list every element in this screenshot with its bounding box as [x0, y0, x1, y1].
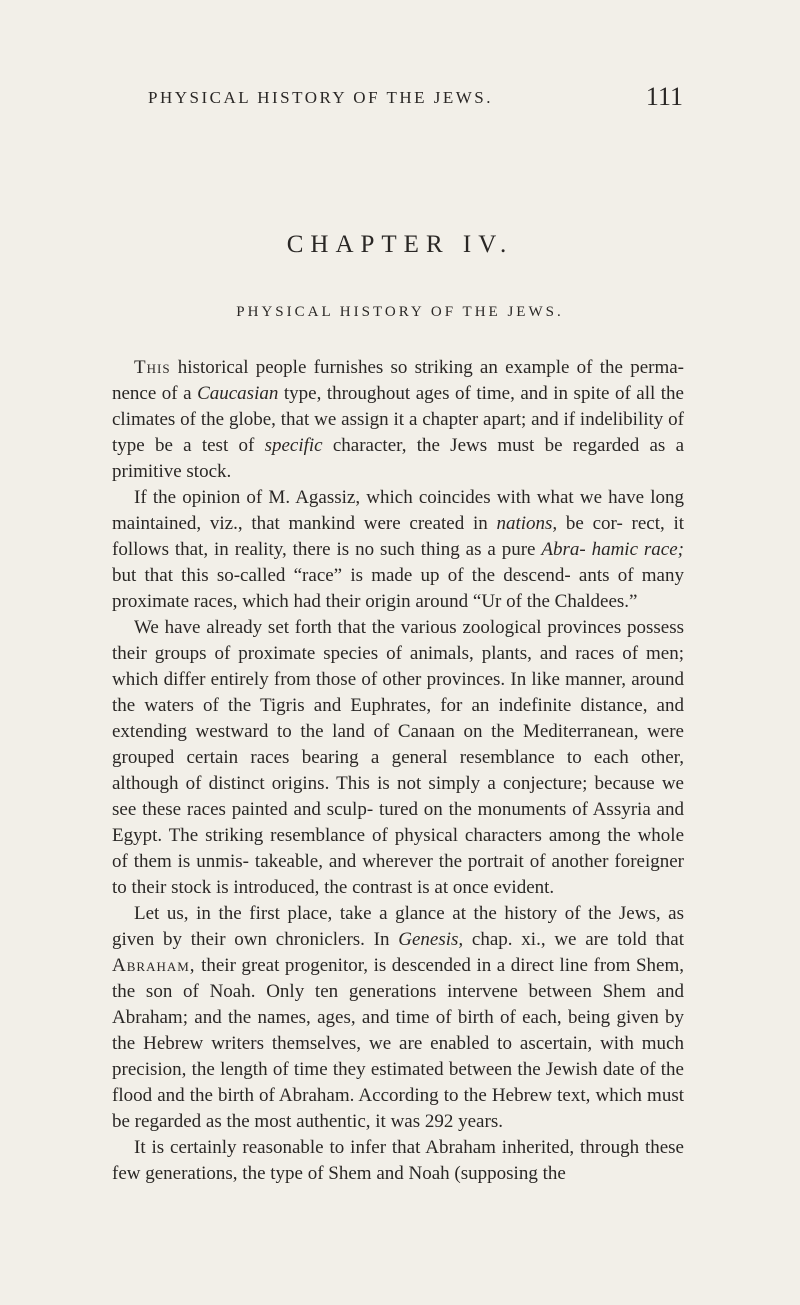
paragraph: [112, 901, 684, 1135]
body-text: [112, 355, 684, 1187]
text-run: nations,: [496, 513, 558, 534]
text-run: chap. xi., we are told that: [463, 929, 684, 950]
chapter-title: PHYSICAL HISTORY OF THE JEWS.: [236, 304, 564, 320]
paragraph: [112, 355, 684, 485]
text-run: character, the Jews must be regarded as a primitive stock.: [112, 435, 684, 482]
text-run: Abraham,: [112, 955, 196, 976]
text-run: Caucasian: [197, 383, 279, 404]
chapter-heading: CHAPTER IV.: [286, 231, 514, 258]
text-run: Let us, in the first place, take a glance at the history of the Jews, as given by their own chroniclers. In: [112, 903, 684, 950]
text-run: It is certainly reasonable to infer that Abraham inherited, through these few generations, the type of Shem and Noah (supposing the: [112, 1137, 684, 1184]
page-number: 111: [645, 82, 683, 111]
text-run: their great progenitor, is descended in a direct line from Shem, the son of Noah. Only ten generations intervene between Shem and Abraham; and the names, ages, and time of birth of each, being given by the Hebrew writers themselves, we are enabled to ascertain, with much precision, the length of time they estimated between the Jewish date of the flood and the birth of Abraham. According to the Hebrew text, which must be regarded as the most authentic, it was 292 years.: [112, 955, 684, 1132]
text-run: type, throughout ages of time, and in spite of all the climates of the globe, that we assign it a chapter apart; and if indelibility of type be a test of: [112, 383, 684, 456]
text-run: but that this so-called “race” is made up of the descend- ants of many proximate races, which had their origin around “Ur of the Chaldees.”: [112, 565, 684, 612]
text-run: specific: [264, 435, 323, 456]
text-run: Abra- hamic race;: [541, 539, 684, 560]
text-run: If the opinion of M. Agassiz, which coincides with what we have long maintained, viz., that mankind were created in: [112, 487, 684, 534]
paragraph: [112, 615, 684, 901]
text-run: This: [134, 357, 171, 378]
running-title: PHYSICAL HISTORY OF THE JEWS.: [148, 88, 494, 107]
paragraph: [112, 485, 684, 615]
text-run: historical people furnishes so striking an example of the perma- nence of a: [112, 357, 684, 404]
text-run: be cor- rect, it follows that, in reality, there is no such thing as a pure: [112, 513, 685, 560]
text-run: We have already set forth that the various zoological provinces possess their groups of proximate species of animals, plants, and races of men; which differ entirely from those of other provinces. In like manner, around the waters of the Tigris and Euphrates, for an indefinite distance, and extending westward to the land of Canaan on the Mediterranean, were grouped certain races bearing a general resemblance to each other, although of distinct origins. This is not simply a conjecture; because we see these races painted and sculp- tured on the monuments of Assyria and Egypt. The striking resemblance of physical characters among the whole of them is unmis- takeable, and wherever the portrait of another foreigner to their stock is introduced, the contrast is at once evident.: [112, 617, 684, 898]
text-run: Genesis,: [398, 929, 464, 950]
paragraph: [112, 1135, 684, 1187]
